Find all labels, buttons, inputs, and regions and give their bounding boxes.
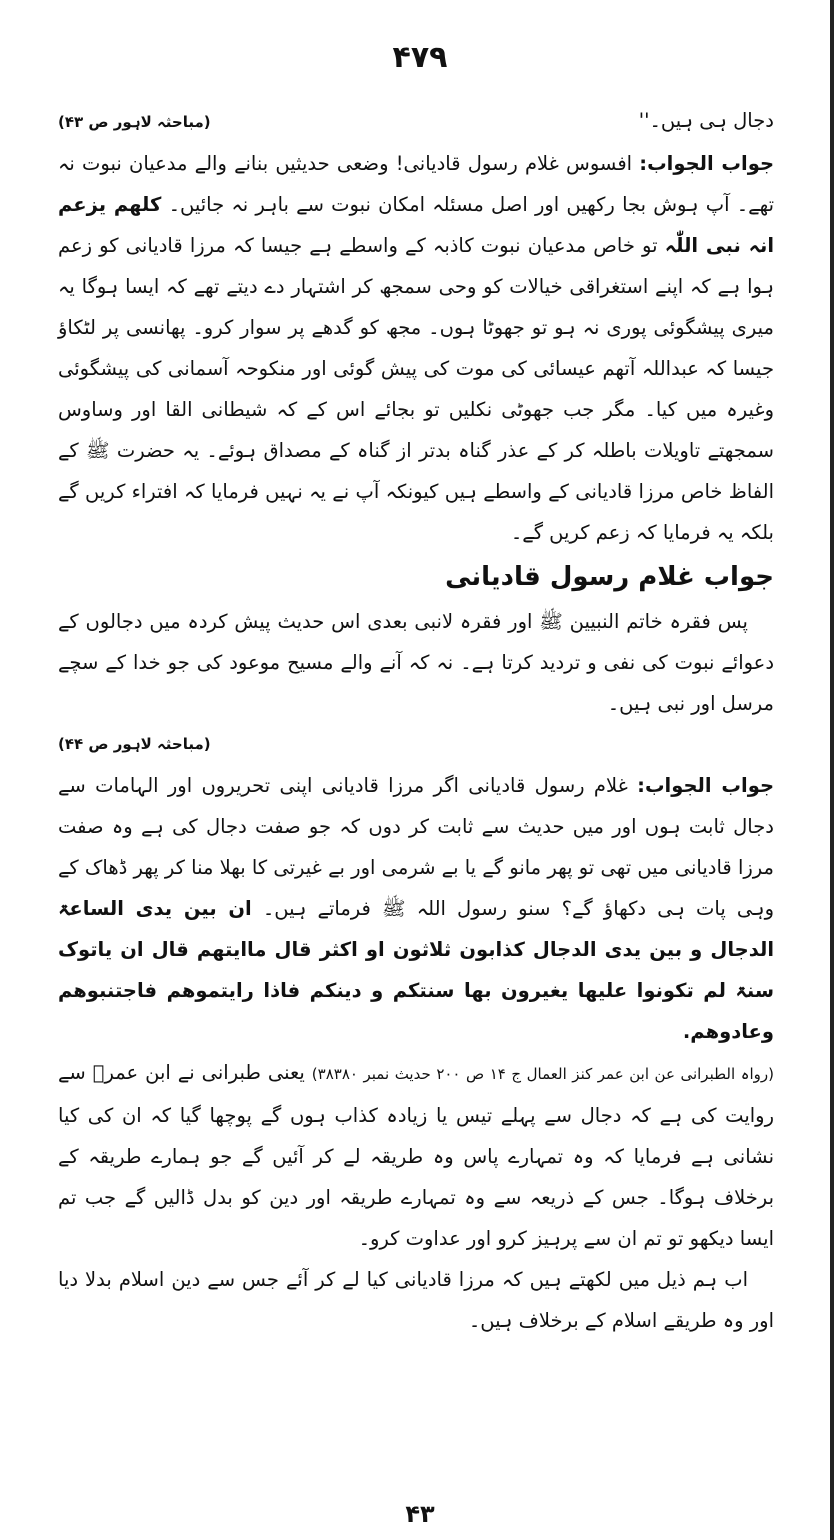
answer-paragraph-1 — [58, 143, 774, 553]
opening-line-reference: (مباحثہ لاہور ص ۴۳) — [58, 113, 211, 131]
closing-paragraph: اب ہم ذیل میں لکھتے ہیں کہ مرزا قادیانی کیا لے کر آئے جس سے دین اسلام بدلا دیا اور وہ طریقے اسلام کے برخلاف ہیں۔ — [58, 1268, 774, 1332]
answer-2-text: غلام رسول قادیانی اگر مرزا قادیانی اپنی تحریروں اور الہامات سے دجال ثابت ہوں اور میں حدیث سے ثابت کر دوں کہ جو صفت دجال کی ہے وہ صفت مرزا قادیانی میں تھی تو پھر مانو گے یا بے شرمی اور بے غیرتی کا بھلا منا کر پھر ڈھاک کے وہی پات ہی دکھاؤ گے؟ سنو رسول اللہ ﷺ فرماتے ہیں۔ — [58, 774, 775, 920]
heading-paragraph-text: پس فقرہ خاتم النبیین ﷺ اور فقرہ لانبی بعدی اس حدیث پیش کردہ میں دجالوں کے دعوائے نبوت کی نفی و تردید کرتا ہے۔ نہ کہ آنے والے مسیح موعود کی جو خدا کے سچے مرسل اور نبی ہیں۔ — [58, 610, 774, 715]
page-number-top: ۴۷۹ — [392, 40, 448, 75]
heading-paragraph-ref-line — [58, 724, 774, 765]
answer-1-text-continued: تو خاص مدعیان نبوت کاذبہ کے واسطے ہے جیسا کہ مرزا قادیانی کو زعم ہوا ہے کہ اپنے استغراقی خیالات کو وحی سمجھ کر اشتہار دے دیتے تھے کہ ایسا ہوگا یہ میری پیشگوئی پوری نہ ہو تو جھوٹا ہوں۔ مجھ کو گدھے پر سوار کرو۔ پھانسی پر لٹکاؤ جیسا کہ عبداللہ آتھم عیسائی کی موت کی پیش گوئی اور منکوحہ آسمانی کی پیشگوئی وغیرہ میں کیا۔ مگر جب جھوٹی نکلیں تو بجائے اس کے کہ شیطانی القا اور وساوس سمجھتے تاویلات باطلہ کر کے عذر گناہ بدتر از گناہ کے مصداق ہوئے۔ یہ حضرت ﷺ کے الفاظ خاص مرزا قادیانی کے واسطے ہیں کیونکہ آپ نے یہ نہیں فرمایا کہ افتراء کریں گے بلکہ یہ فرمایا کہ زعم کریں گے۔ — [58, 234, 774, 544]
answer-1-label: جواب الجواب: — [639, 152, 774, 175]
page-body — [58, 100, 774, 1341]
hadith-source-reference: (رواہ الطبرانی عن ابن عمر کنز العمال ج ۱۴ ص ۲۰۰ حدیث نمبر ۳۸۳۸۰) — [311, 1065, 774, 1083]
hadith-translation-paragraph — [58, 1052, 774, 1259]
hadith-translation-text: یعنی طبرانی نے ابن عمرؓ سے روایت کی ہے کہ دجال سے پہلے تیس یا زیادہ کذاب ہوں گے پوچھا گیا کہ ان کی کیا نشانی ہے فرمایا کہ وہ تمہارے پاس وہ طریقہ لے کر آئیں گے جو ہمارے طریقہ کے برخلاف ہوگا۔ جس کے ذریعہ سے وہ تمہارے طریقہ اور دین کو بدل ڈالیں گے جب تم ایسا دیکھو تو تم ان سے پرہیز کرو اور عداوت کرو۔ — [58, 1061, 774, 1250]
opening-line-text: دجال ہی ہیں۔'' — [638, 109, 774, 132]
page-edge-border — [830, 0, 834, 1540]
page-number-bottom: ۴۳ — [405, 1500, 435, 1528]
section-heading: جواب غلام رسول قادیانی — [445, 562, 774, 592]
answer-paragraph-2 — [58, 765, 774, 1052]
heading-paragraph-reference: (مباحثہ لاہور ص ۴۴) — [58, 735, 211, 753]
answer-1-text: افسوس غلام رسول قادیانی! وضعی حدیثیں بنانے والے مدعیان نبوت نہ تھے۔ آپ ہوش بجا رکھیں اور اصل مسئلہ امکان نبوت سے باہر نہ جائیں۔ — [58, 152, 774, 216]
hadith-arabic-text: ان بین یدی الساعۃ الدجال و بین یدی الدجال کذابون ثلاثون او اکثر قال ماایتھم قال ان یاتوک سنۃ لم تکونوا علیھا یغیرون بھا سنتکم و دینکم فاذا رایتموھم فاجتنبوھم وعادوھم. — [58, 897, 774, 1043]
heading-paragraph — [58, 601, 774, 724]
answer-1-arabic-quote: کلھم یزعم انہ نبی اللّٰہ — [58, 193, 774, 257]
opening-line — [58, 100, 774, 143]
answer-2-label: جواب الجواب: — [637, 774, 774, 797]
